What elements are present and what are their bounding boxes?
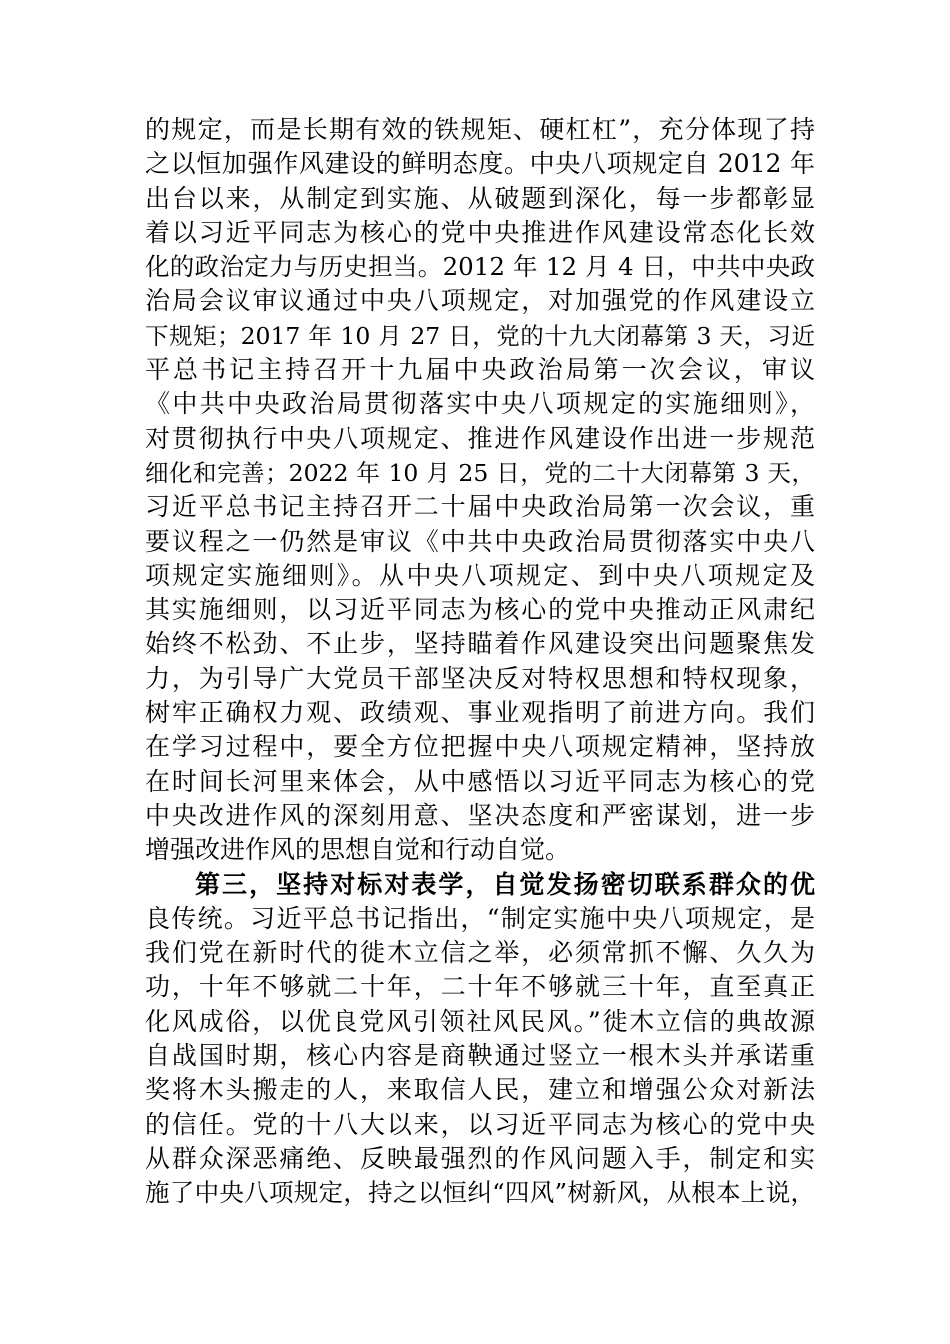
paragraph-line: 施了中央八项规定，持之以恒纠“四风”树新风，从根本上说， [145,1178,815,1208]
paragraph-line: 着以习近平同志为核心的党中央推进作风建设常态化长效 [145,217,815,247]
paragraph-line: 之以恒加强作风建设的鲜明态度。中央八项规定自 2012 年 [145,149,815,179]
paragraph-1 [145,113,815,868]
paragraph-line: 增强改进作风的思想自觉和行动自觉。 [145,835,571,865]
paragraph-line: 出台以来，从制定到实施、从破题到深化，每一步都彰显 [145,183,815,213]
paragraph-line: 我们党在新时代的徙木立信之举，必须常抓不懈、久久为 [145,938,815,968]
paragraph-line: 在学习过程中，要全方位把握中央八项规定精神，坚持放 [145,732,815,762]
paragraph-line: 的规定，而是长期有效的铁规矩、硬杠杠”，充分体现了持 [145,115,815,144]
paragraph-line: 树牢正确权力观、政绩观、事业观指明了前进方向。我们 [145,698,815,728]
paragraph-line: 其实施细则，以习近平同志为核心的党中央推动正风肃纪 [145,595,815,625]
paragraph-line: 良传统。习近平总书记指出，“制定实施中央八项规定，是 [145,903,815,933]
paragraph-line: 项规定实施细则》。从中央八项规定、到中央八项规定及 [145,560,815,590]
paragraph-line: 功，十年不够就二十年，二十年不够就三十年，直至真正 [145,972,815,1002]
paragraph-line: 在时间长河里来体会，从中感悟以习近平同志为核心的党 [145,766,815,796]
paragraph-line: 力，为引导广大党员干部坚决反对特权思想和特权现象， [145,663,815,693]
paragraph-line: 下规矩；2017 年 10 月 27 日，党的十九大闭幕第 3 天，习近 [145,321,815,350]
paragraph-line: 始终不松劲、不止步，坚持瞄着作风建设突出问题聚焦发 [145,629,815,659]
paragraph-line: 要议程之一仍然是审议《中共中央政治局贯彻落实中央八 [145,526,815,556]
paragraph-line: 化的政治定力与历史担当。2012 年 12 月 4 日，中共中央政 [145,252,815,282]
document-body [145,113,815,1211]
paragraph-line: 细化和完善；2022 年 10 月 25 日，党的二十大闭幕第 3 天， [145,458,815,487]
paragraph-line: 对贯彻执行中央八项规定、推进作风建设作出进一步规范 [145,423,815,453]
paragraph-line: 平总书记主持召开十九届中央政治局第一次会议，审议 [145,355,815,385]
paragraph-line: 自战国时期，核心内容是商鞅通过竖立一根木头并承诺重 [145,1041,815,1071]
section-heading-line: 第三，坚持对标对表学，自觉发扬密切联系群众的优 [195,869,815,899]
paragraph-line: 习近平总书记主持召开二十届中央政治局第一次会议，重 [145,492,815,522]
paragraph-line: 治局会议审议通过中央八项规定，对加强党的作风建设立 [145,286,815,316]
paragraph-2 [145,868,815,1211]
paragraph-line: 奖将木头搬走的人，来取信人民，建立和增强公众对新法 [145,1075,815,1105]
paragraph-line: 化风成俗，以优良党风引领社风民风。”徙木立信的典故源 [145,1006,815,1036]
paragraph-line: 的信任。党的十八大以来，以习近平同志为核心的党中央 [145,1109,815,1139]
paragraph-line: 中央改进作风的深刻用意、坚决态度和严密谋划，进一步 [145,800,815,830]
paragraph-line: 从群众深恶痛绝、反映最强烈的作风问题入手，制定和实 [145,1143,815,1173]
paragraph-line: 《中共中央政治局贯彻落实中央八项规定的实施细则》， [145,389,815,419]
